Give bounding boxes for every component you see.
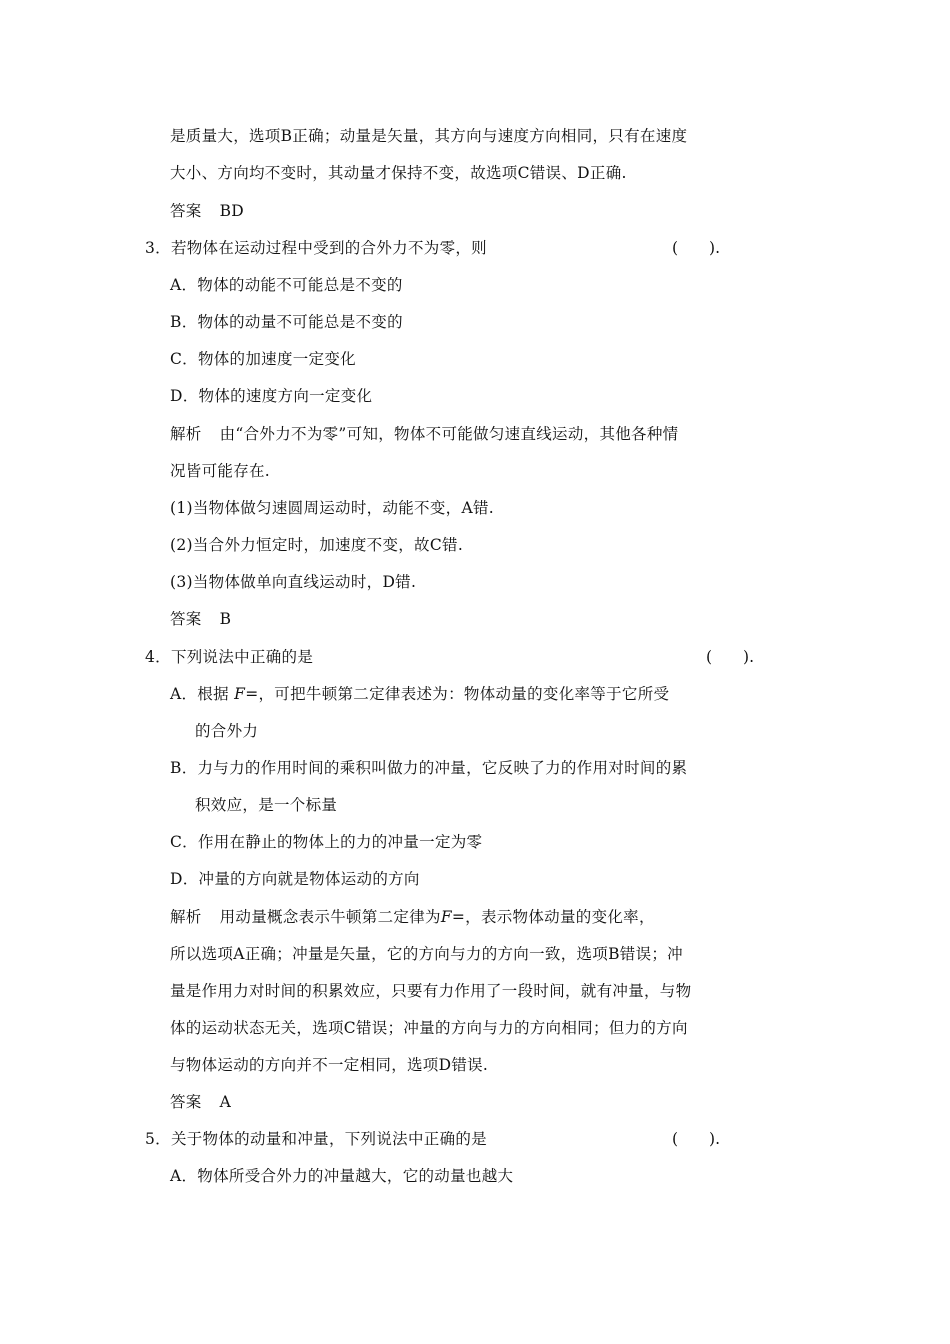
answer-value: BD [219, 202, 245, 220]
analysis-line: 所以选项A正确；冲量是矢量，它的方向与力的方向一致，选项B错误；冲 [170, 945, 683, 963]
option-d: D．冲量的方向就是物体运动的方向 [170, 870, 420, 888]
force-symbol: F [440, 908, 452, 926]
answer-line [170, 1092, 231, 1112]
analysis-point: (1)当物体做匀速圆周运动时，动能不变，A错. [170, 499, 494, 517]
answer-value: A [219, 1093, 232, 1111]
option-b: B．力与力的作用时间的乘积叫做力的冲量，它反映了力的作用对时间的累 [170, 759, 688, 777]
analysis-label: 解析 [170, 908, 202, 926]
analysis-line [170, 907, 655, 927]
answer-label: 答案 [170, 1093, 202, 1111]
option-a-continuation: 的合外力 [195, 722, 259, 740]
force-symbol: F [234, 685, 246, 703]
answer-bracket: ( ). [706, 648, 755, 666]
option-a: A．物体的动能不可能总是不变的 [170, 276, 403, 294]
option-a: A．物体所受合外力的冲量越大，它的动量也越大 [170, 1167, 514, 1185]
analysis-text: 用动量概念表示牛顿第二定律为 [219, 908, 441, 926]
option-b-continuation: 积效应，是一个标量 [195, 796, 338, 814]
question-stem: 5．关于物体的动量和冲量，下列说法中正确的是 [145, 1130, 487, 1148]
option-a-text: A．根据 [170, 685, 229, 703]
option-c: C．作用在静止的物体上的力的冲量一定为零 [170, 833, 483, 851]
option-d: D．物体的速度方向一定变化 [170, 387, 373, 405]
analysis-text: 由“合外力不为零”可知，物体不可能做匀速直线运动，其他各种情 [219, 425, 679, 443]
option-c: C．物体的加速度一定变化 [170, 350, 356, 368]
answer-bracket: ( ). [672, 239, 721, 257]
answer-bracket: ( ). [672, 1130, 721, 1148]
answer-line [170, 609, 231, 629]
answer-line [170, 201, 244, 221]
analysis-line: 况皆可能存在. [170, 462, 271, 480]
analysis-line: 量是作用力对时间的积累效应，只要有力作用了一段时间，就有冲量，与物 [170, 982, 692, 1000]
question-stem: 4．下列说法中正确的是 [145, 648, 314, 666]
option-a-text: =，可把牛顿第二定律表述为：物体动量的变化率等于它所受 [245, 685, 670, 703]
option-b: B．物体的动量不可能总是不变的 [170, 313, 403, 331]
option-a [170, 684, 669, 704]
analysis-label: 解析 [170, 425, 202, 443]
analysis-line: 是质量大，选项B正确；动量是矢量，其方向与速度方向相同，只有在速度 [170, 127, 688, 145]
question-stem: 3．若物体在运动过程中受到的合外力不为零，则 [145, 239, 487, 257]
answer-label: 答案 [170, 202, 202, 220]
analysis-line: 与物体运动的方向并不一定相同，选项D错误. [170, 1056, 489, 1074]
analysis-text: =，表示物体动量的变化率， [451, 908, 655, 926]
analysis-point: (2)当合外力恒定时，加速度不变，故C错. [170, 536, 464, 554]
answer-value: B [219, 610, 232, 628]
analysis-line: 大小、方向均不变时，其动量才保持不变，故选项C错误、D正确. [170, 164, 627, 182]
analysis-line [170, 424, 678, 444]
answer-label: 答案 [170, 610, 202, 628]
analysis-point: (3)当物体做单向直线运动时，D错. [170, 573, 417, 591]
analysis-line: 体的运动状态无关，选项C错误；冲量的方向与力的方向相同；但力的方向 [170, 1019, 688, 1037]
